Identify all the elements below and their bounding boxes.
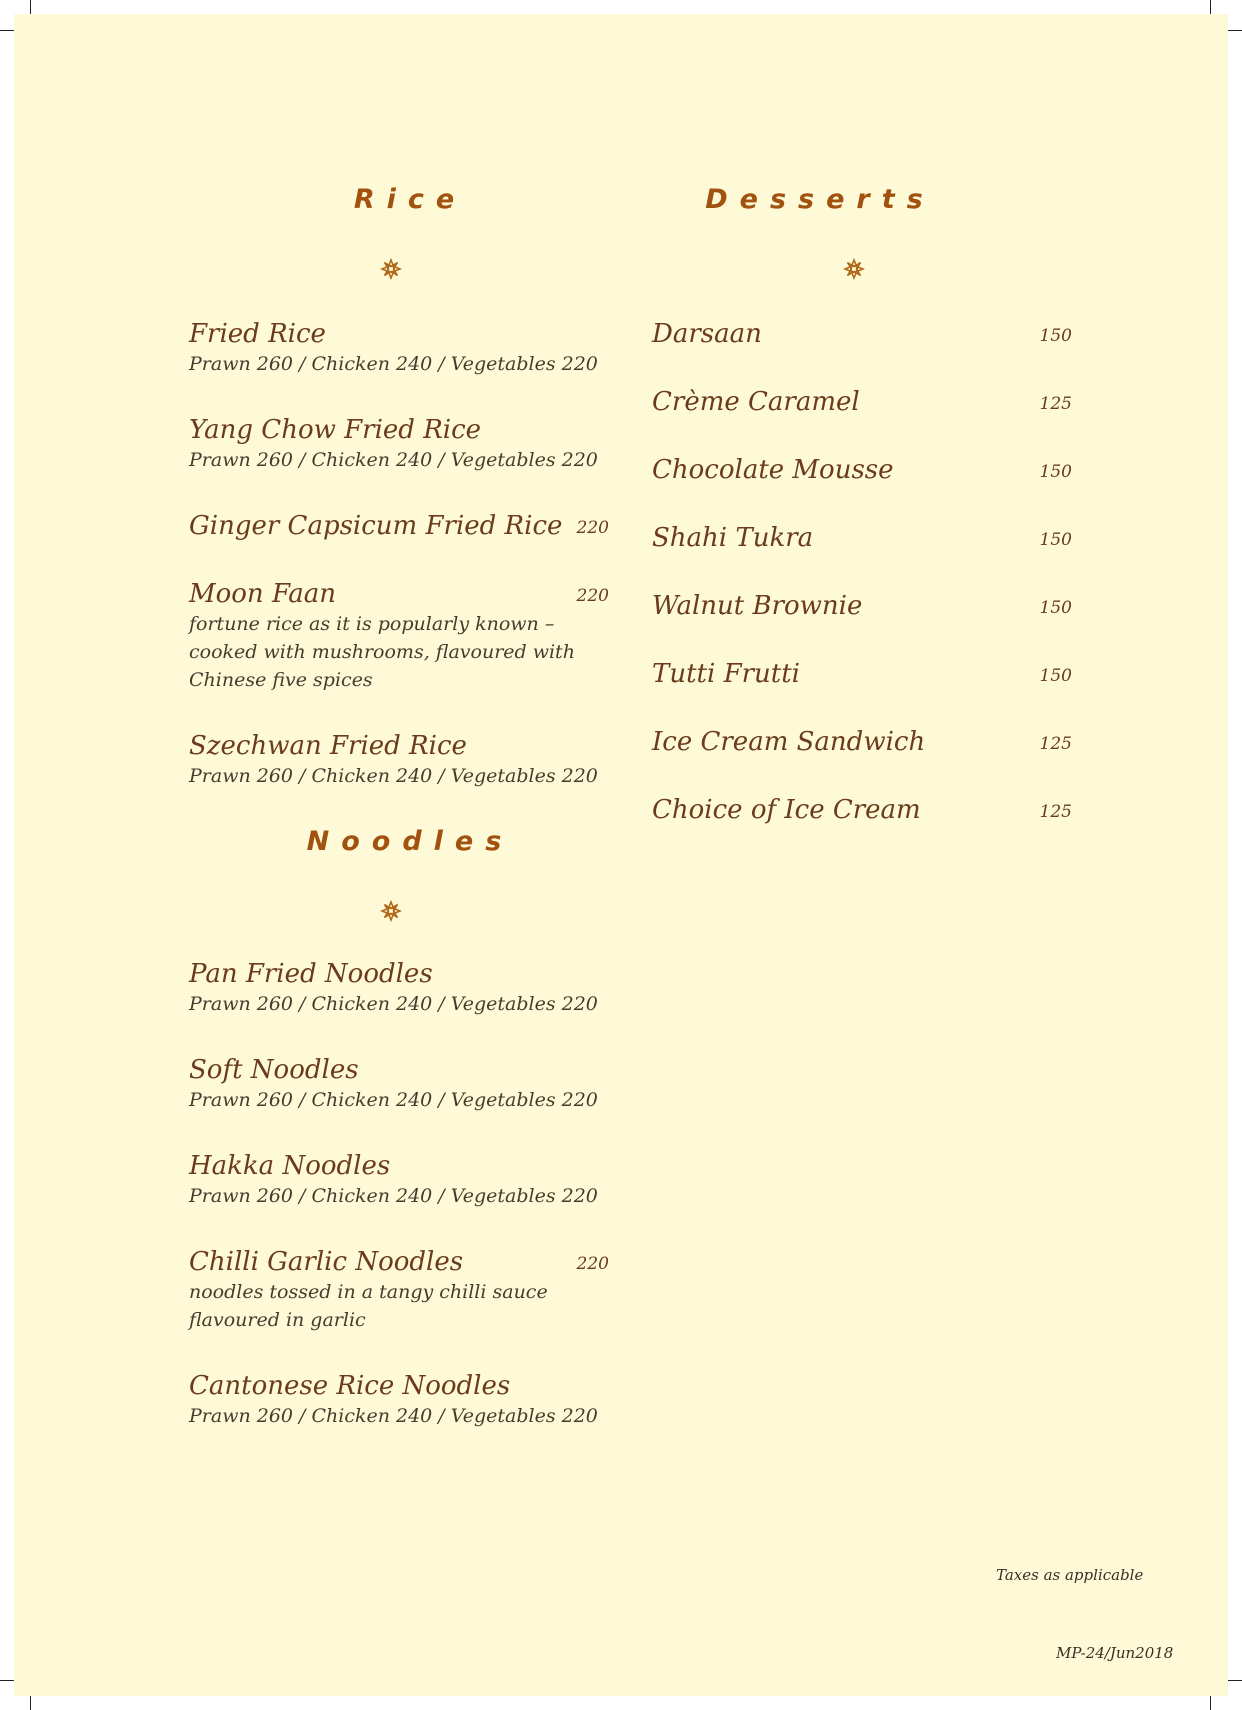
item-name: Choice of Ice Cream <box>652 795 921 825</box>
item-description: fortune rice as it is popularly known – <box>189 613 555 635</box>
item-description: cooked with mushrooms, flavoured with <box>189 641 575 663</box>
menu-page <box>14 14 1228 1696</box>
item-description: Prawn 260 / Chicken 240 / Vegetables 220 <box>189 449 598 471</box>
item-description: Prawn 260 / Chicken 240 / Vegetables 220 <box>189 993 598 1015</box>
crop-mark <box>1228 1680 1242 1681</box>
item-name: Chocolate Mousse <box>652 455 894 485</box>
item-description: Prawn 260 / Chicken 240 / Vegetables 220 <box>189 1185 598 1207</box>
section-title-desserts: Desserts <box>705 184 935 215</box>
item-name: Soft Noodles <box>189 1055 359 1085</box>
item-description: Chinese five spices <box>189 669 373 691</box>
item-price: 220 <box>576 518 609 538</box>
item-name: Fried Rice <box>189 319 326 349</box>
item-description: Prawn 260 / Chicken 240 / Vegetables 220 <box>189 353 598 375</box>
item-price: 150 <box>1039 462 1072 482</box>
menu-code: MP-24/Jun2018 <box>1056 1644 1174 1662</box>
menu-item <box>652 454 1072 486</box>
item-name: Shahi Tukra <box>652 523 814 553</box>
item-name: Darsaan <box>652 319 762 349</box>
item-name: Walnut Brownie <box>652 591 863 621</box>
item-name: Szechwan Fried Rice <box>189 731 467 761</box>
item-name: Tutti Frutti <box>652 659 800 689</box>
item-price: 125 <box>1039 802 1072 822</box>
crop-mark <box>0 1680 14 1681</box>
item-price: 125 <box>1039 394 1072 414</box>
menu-item <box>189 414 609 474</box>
item-name: Cantonese Rice Noodles <box>189 1371 511 1401</box>
menu-item <box>189 510 609 542</box>
item-name: Pan Fried Noodles <box>189 959 433 989</box>
crop-mark <box>0 30 14 31</box>
item-price: 150 <box>1039 530 1072 550</box>
crop-mark <box>1228 30 1242 31</box>
flower-ornament-icon <box>380 900 402 922</box>
menu-item <box>652 658 1072 690</box>
menu-item <box>652 726 1072 758</box>
taxes-note: Taxes as applicable <box>996 1566 1144 1584</box>
item-price: 125 <box>1039 734 1072 754</box>
item-name: Yang Chow Fried Rice <box>189 415 482 445</box>
section-title-rice: Rice <box>353 184 467 215</box>
menu-item <box>652 522 1072 554</box>
menu-item <box>189 958 609 1018</box>
menu-item <box>652 318 1072 350</box>
menu-item <box>652 590 1072 622</box>
menu-item <box>189 730 609 790</box>
item-name: Crème Caramel <box>652 387 860 417</box>
section-title-noodles: Noodles <box>306 826 514 857</box>
menu-item <box>652 386 1072 418</box>
flower-ornament-icon <box>843 258 865 280</box>
item-description: flavoured in garlic <box>189 1309 366 1331</box>
menu-item <box>189 1370 609 1430</box>
menu-item <box>189 318 609 378</box>
menu-item <box>189 1054 609 1114</box>
menu-item <box>189 1150 609 1210</box>
item-description: Prawn 260 / Chicken 240 / Vegetables 220 <box>189 1405 598 1427</box>
item-price: 150 <box>1039 666 1072 686</box>
menu-item <box>189 578 609 694</box>
flower-ornament-icon <box>380 258 402 280</box>
item-name: Hakka Noodles <box>189 1151 391 1181</box>
menu-item <box>189 1246 609 1334</box>
item-description: noodles tossed in a tangy chilli sauce <box>189 1281 548 1303</box>
item-name: Chilli Garlic Noodles <box>189 1247 464 1277</box>
crop-mark <box>30 0 31 14</box>
menu-item <box>652 794 1072 826</box>
item-price: 220 <box>576 586 609 606</box>
crop-mark <box>1210 1696 1211 1710</box>
item-description: Prawn 260 / Chicken 240 / Vegetables 220 <box>189 765 598 787</box>
item-name: Ginger Capsicum Fried Rice <box>189 511 563 541</box>
item-price: 150 <box>1039 326 1072 346</box>
item-name: Ice Cream Sandwich <box>652 727 926 757</box>
item-price: 150 <box>1039 598 1072 618</box>
item-description: Prawn 260 / Chicken 240 / Vegetables 220 <box>189 1089 598 1111</box>
crop-mark <box>1210 0 1211 14</box>
crop-mark <box>30 1696 31 1710</box>
item-name: Moon Faan <box>189 579 336 609</box>
item-price: 220 <box>576 1254 609 1274</box>
